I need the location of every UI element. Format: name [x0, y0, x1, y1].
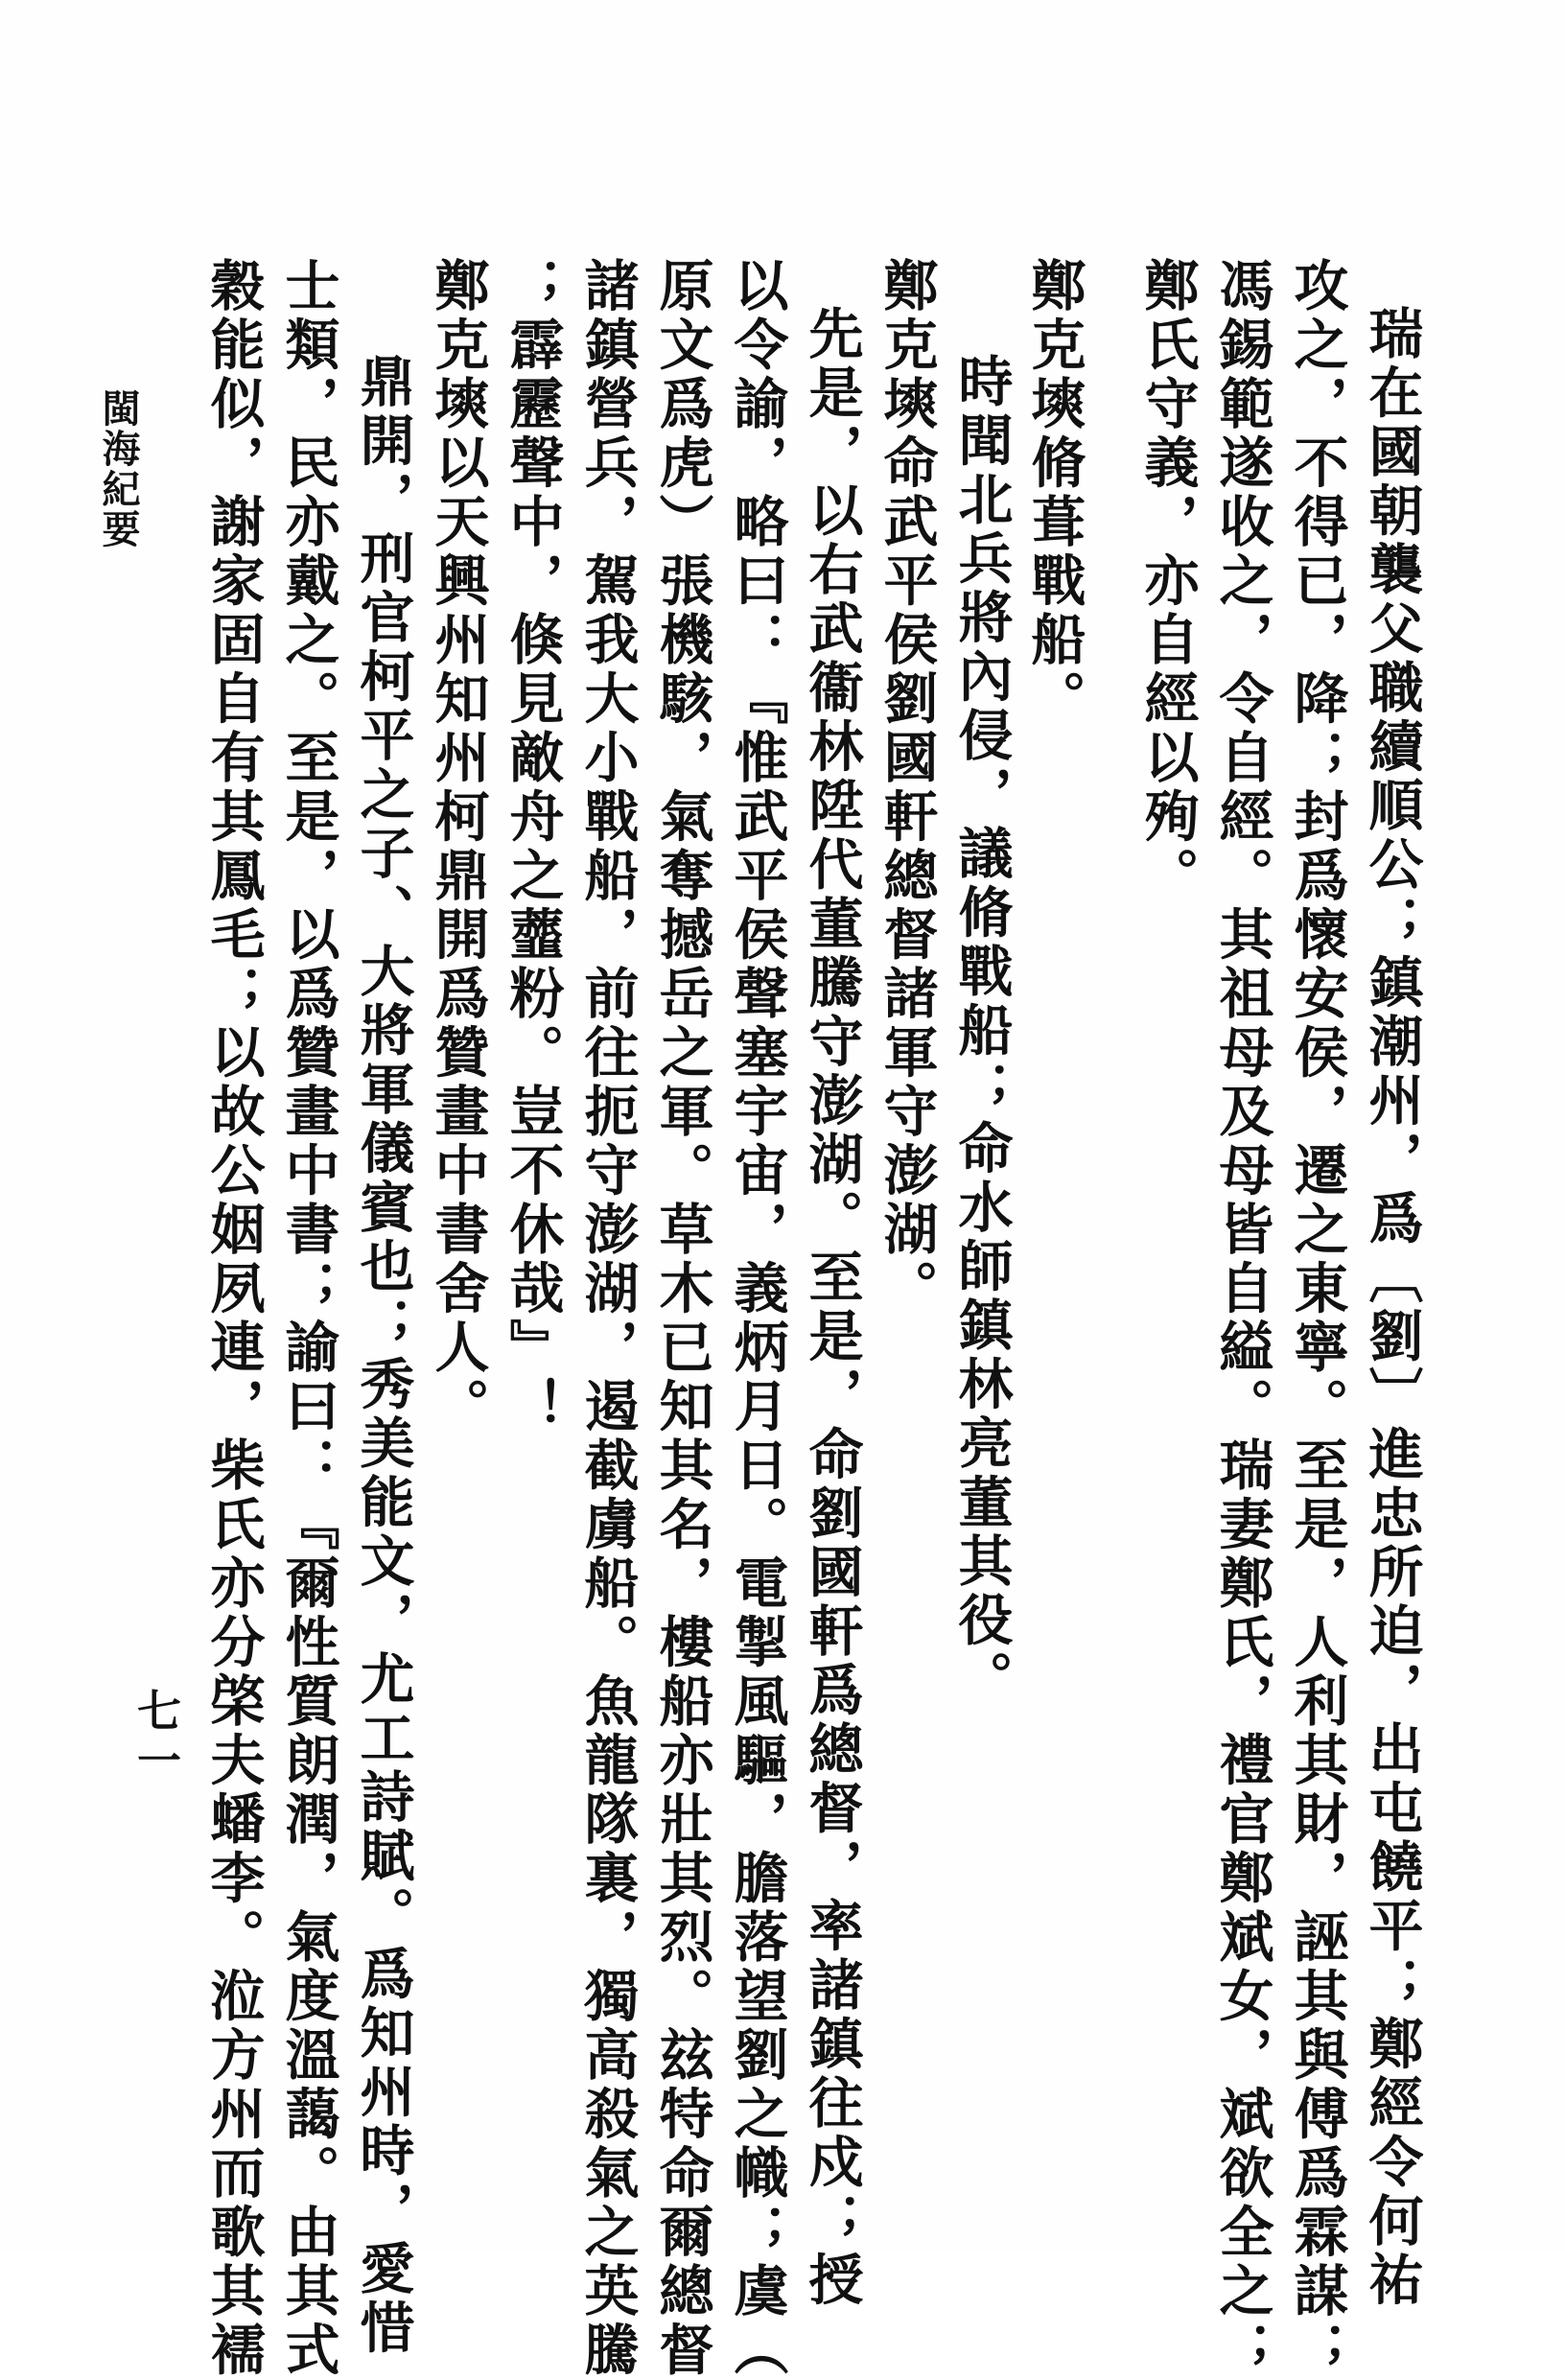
- text-column-5: 鄭克塽脩葺戰船。: [1022, 257, 1086, 729]
- text-column-14: 鼎開，刑官柯平之子、大將軍儀賓也；秀美能文，尤工詩賦。爲知州時，愛惜: [351, 353, 415, 2358]
- text-column-9: 以令諭，略曰：『惟武平侯聲塞宇宙，義炳月日。電掣風驅，膽落望劉之幟；虞（: [725, 257, 789, 2380]
- text-column-7: 鄭克塽命武平侯劉國軒總督諸軍守澎湖。: [875, 257, 939, 1318]
- text-column-12: ；霹靂聲中，倏見敵舟之虀粉。豈不休哉』！: [501, 257, 565, 1436]
- page-number: 七一: [130, 1688, 182, 1787]
- text-column-10: 原文爲虎）張機駭，氣奪撼岳之軍。草木已知其名，樓船亦壯其烈。玆特命爾總督: [650, 257, 714, 2380]
- text-column-16: 穀能似，謝家固自有其鳳毛；以故公姻夙連，柴氏亦分棨夫蟠李。涖方州而歌其襦: [201, 257, 266, 2380]
- text-column-11: 諸鎮營兵，駕我大小戰船，前往扼守澎湖，遏截虜船。魚龍隊裏，獨高殺氣之英騰: [575, 257, 640, 2380]
- text-column-4: 鄭氏守義，亦自經以殉。: [1135, 257, 1200, 906]
- text-column-1: 瑞在國朝襲父職續順公；鎮潮州，爲〔劉〕進忠所迫，出屯饒平；鄭經令何祐: [1360, 305, 1424, 2310]
- text-column-8: 先是，以右武衞林陞代董騰守澎湖。至是，命劉國軒爲總督，率諸鎮往戍；授: [800, 305, 864, 2310]
- running-title: 閩海紀要: [96, 388, 141, 549]
- text-column-13: 鄭克塽以天興州知州柯鼎開爲贊畫中書舍人。: [426, 257, 490, 1436]
- text-column-2: 攻之，不得已，降；封爲懷安侯，遷之東寧。至是，人利其財，誣其與傅爲霖謀；: [1285, 257, 1349, 2380]
- text-column-6: 時聞北兵將內侵，議脩戰船；命水師鎮林亮董其役。: [949, 353, 1014, 1710]
- text-column-15: 士類，民亦戴之。至是，以爲贊畫中書；諭曰：『爾性質朗潤，氣度溫藹。由其式: [276, 257, 340, 2380]
- text-column-3: 馮錫範遂收之，令自經。其祖母及母皆自縊。瑞妻鄭氏，禮官鄭斌女，斌欲全之；: [1210, 257, 1274, 2380]
